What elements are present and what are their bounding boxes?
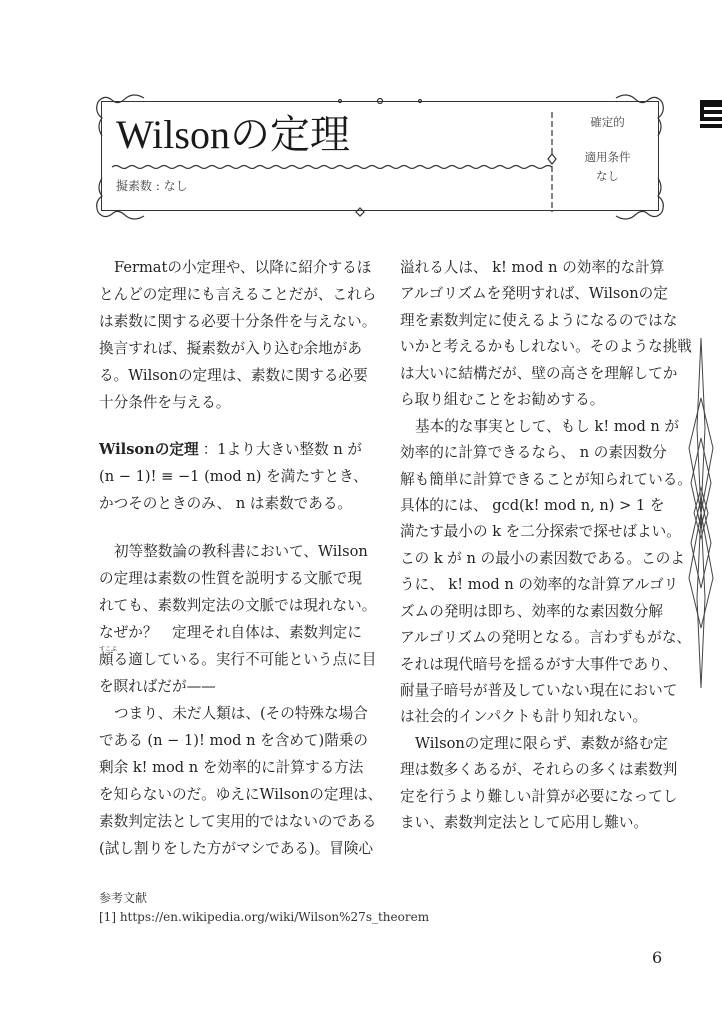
text-line: 換言すれば、擬素数が入り込む余地があ (99, 340, 362, 357)
text-line: 満たす最小の k を二分探索で探せばよい。 (400, 523, 681, 541)
text-line: ：1より大きい整数 n が (202, 441, 362, 458)
conditions-label: 適用条件 (584, 150, 631, 164)
text-line: 理を素数判定に使えるようになるのではな (400, 311, 678, 329)
text-line: つまり、未だ人類は、(その特殊な場合 (114, 705, 368, 722)
intro-paragraph (99, 254, 377, 416)
references-heading: 参考文献 (99, 891, 148, 905)
page-number: 6 (652, 948, 663, 967)
text-line: 具体的には、 gcd(k! mod n, n) > 1 を (400, 496, 665, 514)
deterministic-label: 確定的 (590, 115, 625, 129)
chapter-tab-icon (700, 100, 722, 128)
text-line: れても、素数判定法の文脈では現れない。 (99, 597, 377, 614)
text-line: アルゴリズムを発明すれば、Wilsonの定 (400, 285, 668, 303)
text-line: うに、 k! mod n の効率的な計算アルゴリ (400, 576, 679, 594)
text-line: (n − 1)! ≡ −1 (mod n) を満たすとき、 (99, 468, 368, 485)
reference-item[interactable]: [1] https://en.wikipedia.org/wiki/Wilson%27s_theorem (99, 910, 430, 924)
text-line: 定を行うより難しい計算が必要になってし (400, 787, 678, 805)
text-line: (試し割りをした方がマシである)。冒険心 (99, 840, 374, 857)
text-line: まい、素数判定法として応用し難い。 (400, 814, 649, 832)
text-line: 素数判定法として実用的ではないのである (99, 813, 377, 830)
text-line: 初等整数論の教科書において、Wilson (114, 543, 368, 560)
text-line: なぜか？ 定理それ自体は、素数判定に (99, 624, 362, 641)
text-line: ら取り組むことをお勧めする。 (400, 391, 605, 409)
text-line: 効率的に計算できるなら、 n の素因数分 (400, 444, 667, 462)
text-line: 解も簡単に計算できることが知られている。 (400, 470, 692, 488)
text-line: かつそのときのみ、 n は素数である。 (99, 495, 353, 512)
text-line: を瞑ればだが—— (99, 678, 216, 695)
text-line: は大いに結構だが、壁の高さを理解してか (400, 364, 678, 382)
text-line: 溢れる人は、 k! mod n の効率的な計算 (400, 259, 665, 276)
right-column (400, 255, 692, 837)
theorem-statement (99, 436, 368, 517)
text-line: る。Wilsonの定理は、素数に関する必要 (99, 367, 368, 384)
text-line: アルゴリズムの発明となる。言わずもがな、 (400, 629, 692, 647)
text-line: それは現代暗号を揺るがす大事件であり、 (400, 655, 678, 673)
text-line: 基本的な事実として、もし k! mod n が (415, 417, 680, 435)
text-line: いかと考えるかもしれない。そのような挑戦 (400, 338, 692, 356)
theorem-label: Wilsonの定理 (99, 441, 199, 458)
text-line: は社会的インパクトも計り知れない。 (400, 708, 648, 726)
text-line: である (n − 1)! mod n を含めて)階乗の (99, 732, 368, 749)
pseudoprime-label: 擬素数 : なし (116, 179, 188, 193)
text-line: を知らないのだ。ゆえにWilsonの定理は、 (99, 786, 383, 803)
ruby-annotation: すこぶ (99, 646, 118, 653)
main-paragraph (99, 538, 383, 862)
conditions-value: なし (596, 169, 619, 183)
text-line: とんどの定理にも言えることだが、これら (99, 286, 377, 303)
text-line: 剰余 k! mod n を効率的に計算する方法 (99, 759, 364, 776)
page-title: Wilsonの定理 (116, 112, 350, 157)
text-line: 頗る適している。実行不可能という点に目 (99, 651, 377, 668)
text-line: 十分条件を与える。 (99, 394, 231, 411)
text-line: の定理は素数の性質を説明する文脈で現 (99, 570, 362, 587)
text-line: Wilsonの定理に限らず、素数が絡む定 (415, 734, 668, 752)
text-line: 耐量子暗号が普及していない現在において (400, 682, 678, 699)
text-line: ズムの発明は即ち、効率的な素因数分解 (400, 602, 663, 620)
text-line: は素数に関する必要十分条件を与えない。 (99, 313, 377, 330)
text-line: Fermatの小定理や、以降に紹介するほ (114, 259, 372, 276)
text-line: 理は数多くあるが、それらの多くは素数判 (400, 761, 678, 779)
text-line: この k が n の最小の素因数である。このよ (400, 549, 685, 567)
